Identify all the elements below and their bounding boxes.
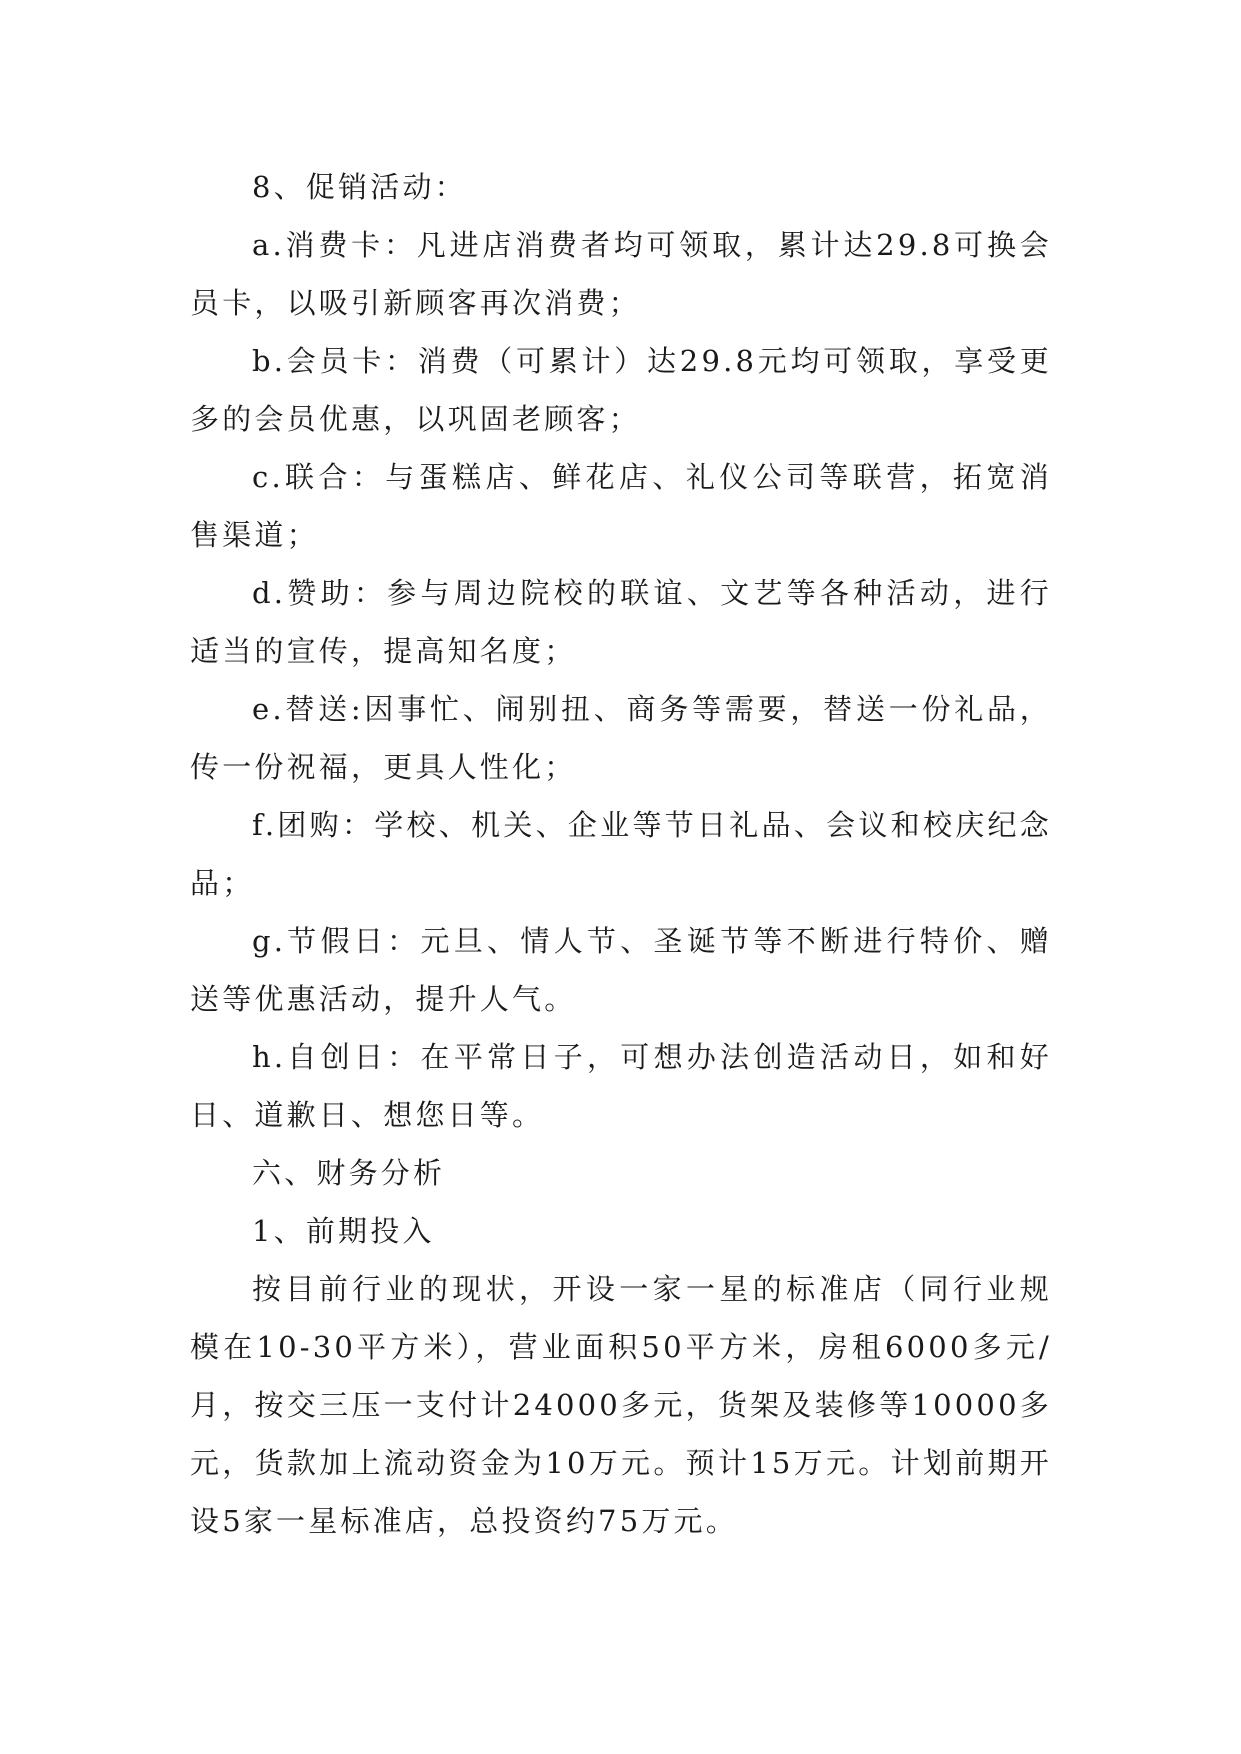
paragraph-holidays: g.节假日：元旦、情人节、圣诞节等不断进行特价、赠送等优惠活动，提升人气。 (190, 924, 1052, 1016)
paragraph-sponsorship: d.赞助：参与周边院校的联谊、文艺等各种活动，进行适当的宣传，提高知名度； (190, 576, 1052, 668)
paragraph-consumer-card: a.消费卡：凡进店消费者均可领取，累计达29.8可换会员卡，以吸引新顾客再次消费； (190, 228, 1052, 320)
document-page (190, 158, 1052, 1550)
paragraph-joint-operation: c.联合：与蛋糕店、鲜花店、礼仪公司等联营，拓宽消售渠道； (190, 460, 1052, 552)
subheading-initial-investment: 1、前期投入 (252, 1214, 435, 1248)
paragraph-promotion-heading: 8、促销活动： (252, 170, 467, 204)
section-heading-financial-analysis: 六、财务分析 (252, 1156, 446, 1190)
paragraph-investment-details: 按目前行业的现状，开设一家一星的标准店（同行业规模在10-30平方米），营业面积50平方米，房租6000多元/月，按交三压一支付计24000多元，货架及装修等10000多元，货款加上流动资金为10万元。预计15万元。计划前期开设5家一星标准店，总投资约75万元。 (190, 1272, 1052, 1538)
paragraph-member-card: b.会员卡：消费（可累计）达29.8元均可领取，享受更多的会员优惠，以巩固老顾客； (190, 344, 1052, 436)
paragraph-gift-delivery: e.替送:因事忙、闹别扭、商务等需要，替送一份礼品，传一份祝福，更具人性化； (190, 692, 1052, 784)
paragraph-custom-days: h.自创日：在平常日子，可想办法创造活动日，如和好日、道歉日、想您日等。 (190, 1040, 1052, 1132)
paragraph-group-purchase: f.团购：学校、机关、企业等节日礼品、会议和校庆纪念品； (190, 808, 1052, 900)
